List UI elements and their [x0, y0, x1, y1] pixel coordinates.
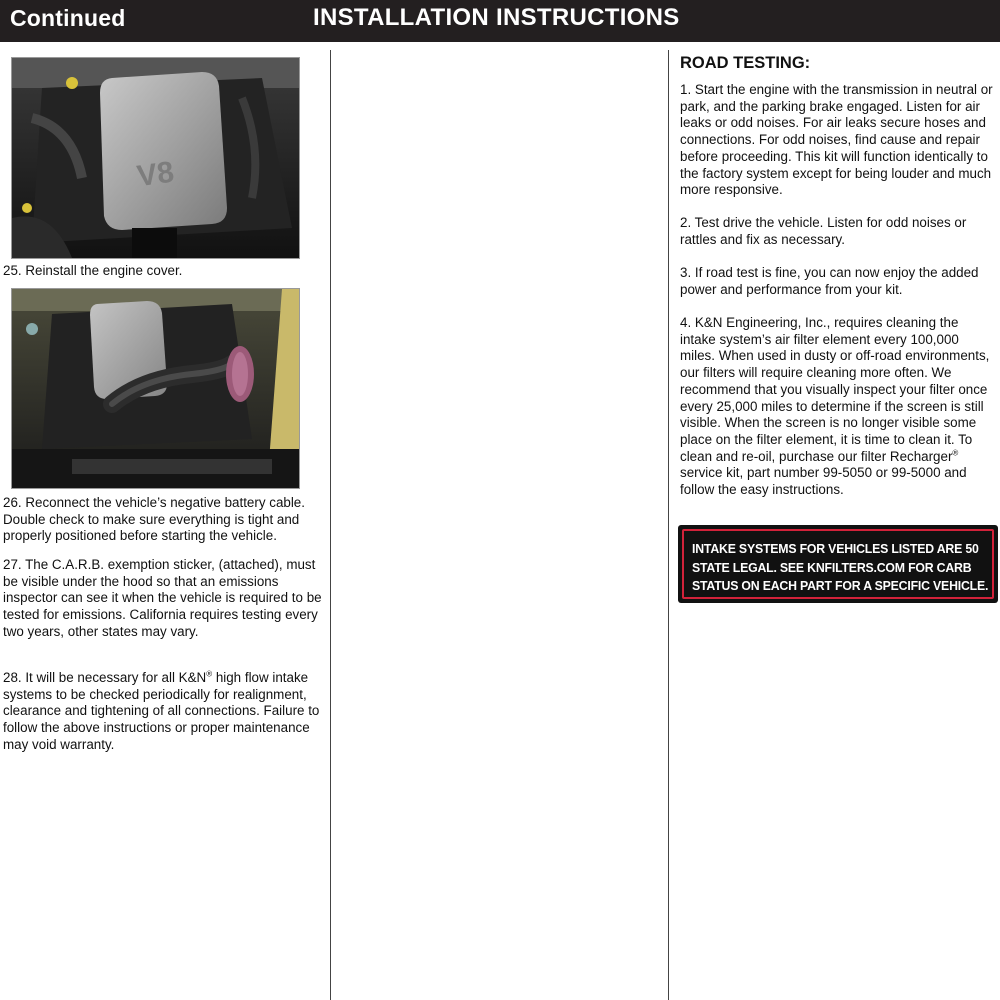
step-27: 27. The C.A.R.B. exemption sticker, (attached), must be visible under the hood so that an emissions inspector can see it when the vehicle is required to be tested for emissions. California requires testing every two years, other states may vary. [3, 557, 322, 639]
header-bar [0, 0, 1000, 42]
column-divider-right [668, 50, 669, 1000]
registered-mark: ® [206, 669, 213, 679]
step-26: 26. Reconnect the vehicle’s negative battery cable. Double check to make sure everything is tight and properly positioned before starting the vehicle. [3, 495, 305, 544]
v8-badge: V8 [135, 155, 176, 194]
road-testing-item-4-text-b: service kit, part number 99-5050 or 99-5000 and follow the easy instructions. [680, 465, 967, 498]
carb-notice-line-1: INTAKE SYSTEMS FOR VEHICLES LISTED ARE 50 [692, 542, 979, 556]
continued-label: Continued [10, 5, 126, 31]
engine-cover-photo [11, 57, 300, 259]
road-testing-heading: ROAD TESTING: [680, 54, 811, 72]
registered-mark: ® [952, 448, 959, 458]
step-28 [3, 670, 325, 754]
carb-notice-text [682, 529, 994, 599]
road-testing-item-2: 2. Test drive the vehicle. Listen for odd noises or rattles and fix as necessary. [680, 215, 967, 247]
carb-notice-line-2: STATE LEGAL. SEE KNFILTERS.COM FOR CARB [692, 560, 972, 575]
carb-notice-box [678, 525, 998, 603]
engine-cover-illustration [12, 58, 299, 258]
step-28-text-b: high flow intake systems to be checked periodically for realignment, clearance and tightening of all connections. Failure to follow the above instructions or proper maintenance may void warranty. [3, 670, 320, 752]
intake-installed-illustration [12, 289, 299, 488]
intake-installed-photo [11, 288, 300, 489]
road-testing-item-1: 1. Start the engine with the transmission in neutral or park, and the parking brake engaged. Listen for air leaks or odd noises. For air leaks secure hoses and connections. For odd noises, find cause and repair before proceeding. This kit will function identically to the factory system except for being louder and much more responsive. [680, 82, 993, 198]
page-title: INSTALLATION INSTRUCTIONS [313, 4, 680, 31]
road-testing-item-4-text-a: 4. K&N Engineering, Inc., requires cleaning the intake system’s air filter element every 100,000 miles. When used in dusty or off-road environments, our filters will require cleaning more often. We recommend that you visually inspect your filter once every 25,000 miles to determine if the screen is still visible. When the screen is no longer visible some place on the filter element, it is time to clean it. To clean and re-oil, purchase our filter Recharger [680, 315, 990, 464]
carb-notice-line-3: STATUS ON EACH PART FOR A SPECIFIC VEHICLE. [692, 579, 989, 593]
road-testing-item-4 [680, 315, 996, 499]
road-testing-item-3: 3. If road test is fine, you can now enjoy the added power and performance from your kit. [680, 265, 979, 297]
column-divider-left [330, 50, 331, 1000]
step-28-text-a: 28. It will be necessary for all K&N [3, 670, 207, 685]
step-25: 25. Reinstall the engine cover. [3, 263, 183, 278]
